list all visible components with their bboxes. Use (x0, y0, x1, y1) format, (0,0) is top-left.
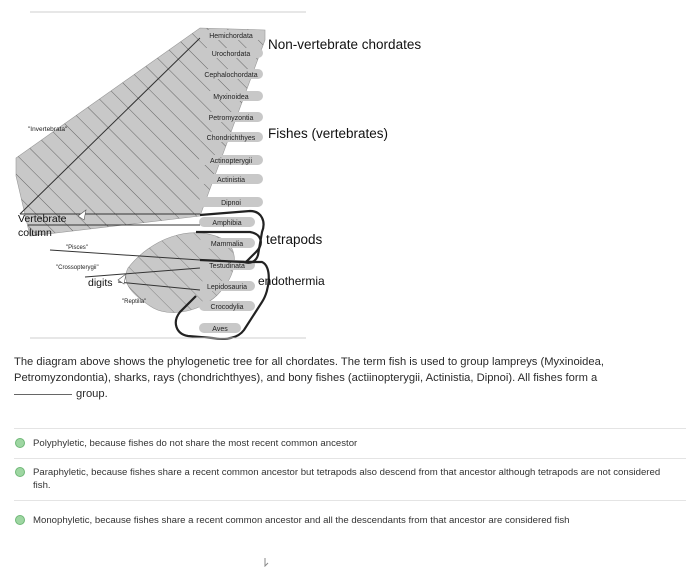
svg-text:Dipnoi: Dipnoi (221, 200, 241, 207)
option-text: Paraphyletic, because fishes share a recent common ancestor but tetrapods also descend from that ancestor although tetrapods are not considered fish. (33, 467, 661, 491)
question-line-3 (14, 386, 684, 402)
tetrapods-label: tetrapods (266, 232, 323, 247)
endothermia-label: endothermia (258, 274, 325, 288)
digits-label: digits (88, 277, 113, 289)
option-text: Polyphyletic, because fishes do not share the most recent common ancestor (33, 438, 358, 449)
taxon-lepidosauria (199, 281, 255, 291)
options-divider-1 (14, 458, 686, 459)
pisces-label: "Pisces" (66, 245, 88, 251)
taxon-chondrichthyes (199, 132, 263, 142)
svg-text:Urochordata: Urochordata (211, 51, 251, 58)
options-divider-top (14, 428, 686, 429)
taxon-amphibia (199, 217, 255, 227)
radio-icon[interactable] (15, 515, 25, 525)
svg-text:Chondrichthyes: Chondrichthyes (206, 135, 256, 142)
option-text: Monophyletic, because fishes share a recent common ancestor and all the descendants from that ancestor are considered fish (33, 515, 570, 526)
vertebrate-column-label-line2: column (18, 227, 52, 239)
answer-blank (14, 394, 72, 395)
taxon-actinopterygii (199, 155, 263, 165)
crossopterygii-label: "Crossopterygii" (56, 265, 99, 271)
taxon-actinistia (199, 174, 263, 184)
svg-text:Lepidosauria: Lepidosauria (206, 284, 248, 291)
mouse-cursor-icon (264, 557, 276, 567)
non-vertebrate-label: Non-vertebrate chordates (268, 37, 422, 52)
taxon-dipnoi (199, 197, 263, 207)
taxa-group (199, 30, 263, 333)
svg-text:Mammalia: Mammalia (210, 241, 244, 248)
fishes-label: Fishes (vertebrates) (268, 126, 389, 141)
taxon-aves (199, 323, 241, 333)
radio-icon[interactable] (15, 467, 25, 477)
svg-text:Testudinata: Testudinata (209, 263, 245, 270)
radio-icon[interactable] (15, 438, 25, 448)
svg-text:Actinopterygii: Actinopterygii (209, 158, 253, 165)
question-line-2: Petromyzondontia), sharks, rays (chondrichthyes), and bony fishes (actiinopterygii, Actinistia, Dipnoi). All fishes form a (14, 372, 598, 384)
vertebrate-column-label-line1: Vertebrate (18, 213, 67, 225)
taxon-mammalia (199, 238, 255, 248)
svg-text:Cephalochordata: Cephalochordata (204, 72, 258, 79)
svg-text:Actinistia: Actinistia (216, 177, 246, 184)
question-line-1: The diagram above shows the phylogenetic tree for all chordates. The term fish is used to group lampreys (Myxinoidea, (14, 356, 604, 368)
options-divider-2 (14, 500, 686, 501)
taxon-hemichordata (199, 30, 263, 40)
taxon-myxinoidea (199, 91, 263, 101)
svg-text:Aves: Aves (212, 326, 228, 333)
taxon-crocodylia (199, 301, 255, 311)
svg-text:Amphibia: Amphibia (212, 220, 242, 227)
invertebrata-label: "Invertebrata" (28, 126, 68, 133)
question-text (14, 354, 684, 402)
svg-text:Petromyzontia: Petromyzontia (208, 115, 254, 122)
taxon-cephalochordata (199, 69, 263, 79)
taxon-urochordata (199, 48, 263, 58)
svg-text:Hemichordata: Hemichordata (209, 33, 253, 40)
reptilia-label: "Reptilia" (122, 299, 147, 305)
taxon-petromyzontia (199, 112, 263, 122)
question-line-3-text: group. (76, 388, 108, 400)
svg-text:Crocodylia: Crocodylia (210, 304, 244, 311)
svg-text:Myxinoidea: Myxinoidea (213, 94, 249, 101)
